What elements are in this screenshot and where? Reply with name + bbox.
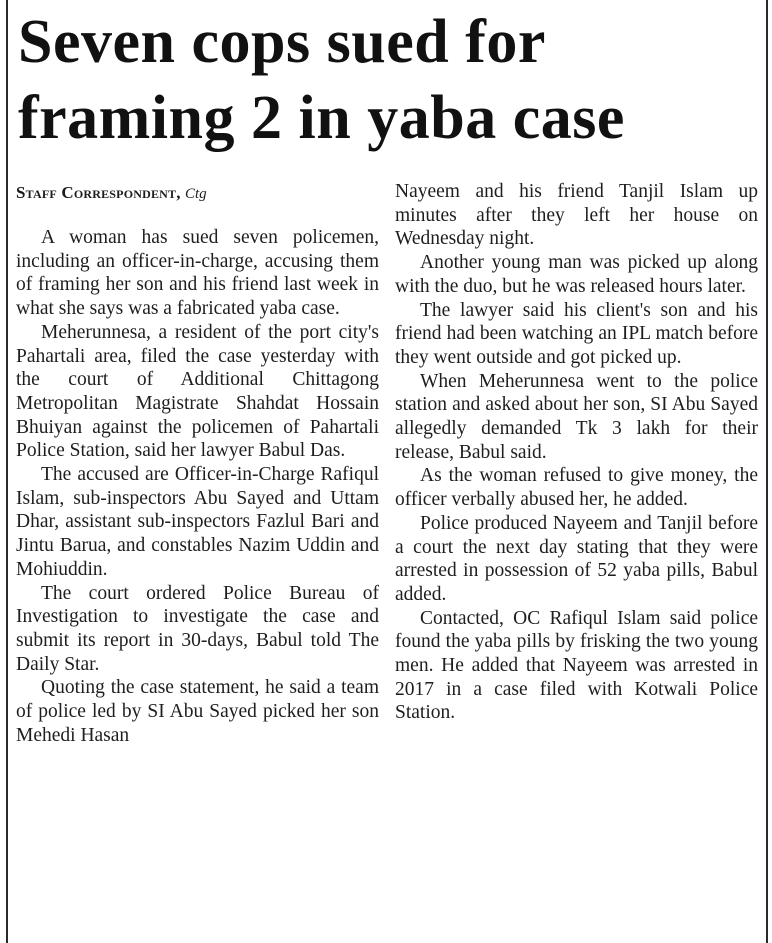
paragraph-continuation: Nayeem and his friend Tanjil Islam up minutes after they left her house on Wednesday night. [395, 181, 758, 250]
paragraph: Meherunnesa, a resident of the port city's Pahartali area, filed the case yesterday with the court of Additional Chittagong Metropolitan Magistrate Shahdat Hossain Bhuiyan against the policemen of Pahartali Police Station, said her lawyer Babul Das. [16, 321, 379, 462]
byline [16, 182, 376, 205]
left-column [16, 226, 379, 747]
byline-location: Ctg [184, 186, 207, 202]
paragraph: A woman has sued seven policemen, including an officer-in-charge, accusing them of framing her son and his friend last week in what she says was a fabricated yaba case. [16, 227, 379, 320]
paragraph: The accused are Officer-in-Charge Rafiqul Islam, sub-inspectors Abu Sayed and Uttam Dhar, assistant sub-inspectors Fazlul Bari and Jintu Barua, and constables Nazim Uddin and Mohiuddin. [16, 464, 379, 580]
right-column [395, 180, 758, 725]
headline-line-2: framing 2 in yaba case [18, 84, 625, 152]
paragraph: When Meherunnesa went to the police station and asked about her son, SI Abu Sayed allegedly demanded Tk 3 lakh for their release, Babul said. [395, 370, 758, 463]
byline-name: Staff Correspondent, [16, 183, 181, 202]
paragraph: Quoting the case statement, he said a team of police led by SI Abu Sayed picked her son Mehedi Hasan [16, 677, 379, 746]
headline [18, 4, 763, 156]
headline-line-1: Seven cops sued for [18, 8, 546, 76]
paragraph: Contacted, OC Rafiqul Islam said police found the yaba pills by frisking the two young men. He added that Nayeem was arrested in 2017 in a case filed with Kotwali Police Station. [395, 607, 758, 724]
left-column-rule [6, 0, 8, 943]
right-column-rule [766, 0, 768, 943]
paragraph: The court ordered Police Bureau of Investigation to investigate the case and submit its report in 30-days, Babul told The Daily Star. [16, 582, 379, 675]
paragraph: As the woman refused to give money, the officer verbally abused her, he added. [395, 465, 758, 511]
paragraph: The lawyer said his client's son and his friend had been watching an IPL match before they went outside and got picked up. [395, 299, 758, 368]
paragraph: Another young man was picked up along with the duo, but he was released hours later. [395, 252, 758, 297]
paragraph: Police produced Nayeem and Tanjil before a court the next day stating that they were arrested in possession of 52 yaba pills, Babul added. [395, 512, 758, 605]
